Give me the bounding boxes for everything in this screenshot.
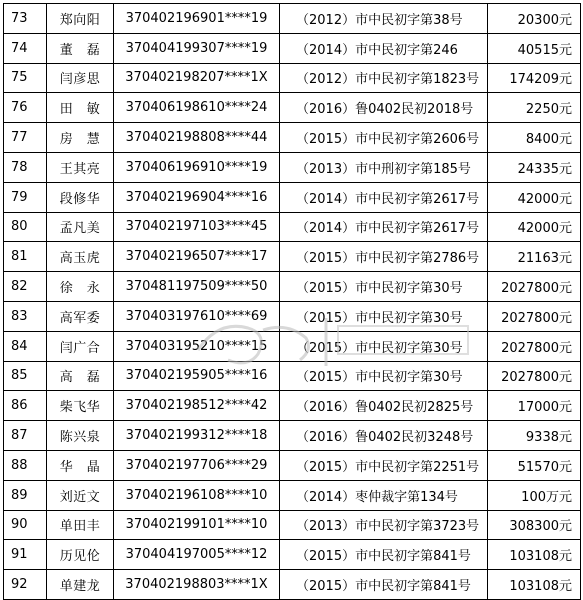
- amount-cell: 17000元: [488, 391, 581, 421]
- case-number-cell: （2015）市中民初字第841号: [280, 570, 488, 600]
- id-number-cell: 370404199307****19: [114, 33, 280, 63]
- row-number-cell: 84: [4, 331, 47, 361]
- name-cell: 田 敏: [47, 93, 114, 123]
- case-number-cell: （2015）市中民初字第2606号: [280, 123, 488, 153]
- case-number-cell: （2014）市中民初字第2617号: [280, 212, 488, 242]
- table-row: [4, 301, 581, 331]
- table-row: [4, 361, 581, 391]
- row-number-cell: 78: [4, 152, 47, 182]
- row-number-cell: 75: [4, 63, 47, 93]
- row-number-cell: 80: [4, 212, 47, 242]
- case-number-cell: （2016）鲁0402民初2018号: [280, 93, 488, 123]
- amount-cell: 174209元: [488, 63, 581, 93]
- name-cell: 刘近文: [47, 480, 114, 510]
- row-number-cell: 79: [4, 182, 47, 212]
- id-number-cell: 370403197610****69: [114, 301, 280, 331]
- amount-cell: 103108元: [488, 540, 581, 570]
- row-number-cell: 83: [4, 301, 47, 331]
- table-row: [4, 212, 581, 242]
- table-body: [4, 4, 581, 600]
- amount-cell: 2027800元: [488, 361, 581, 391]
- case-number-cell: （2014）枣仲裁字第134号: [280, 480, 488, 510]
- name-cell: 高玉虎: [47, 242, 114, 272]
- id-number-cell: 370402196108****10: [114, 480, 280, 510]
- table-row: [4, 152, 581, 182]
- id-number-cell: 370402198803****1X: [114, 570, 280, 600]
- name-cell: 房 慧: [47, 123, 114, 153]
- amount-cell: 42000元: [488, 182, 581, 212]
- case-number-cell: （2015）市中民初字第30号: [280, 361, 488, 391]
- table-row: [4, 480, 581, 510]
- amount-cell: 40515元: [488, 33, 581, 63]
- name-cell: 闫广合: [47, 331, 114, 361]
- id-number-cell: 370402197103****45: [114, 212, 280, 242]
- row-number-cell: 82: [4, 272, 47, 302]
- table-row: [4, 510, 581, 540]
- id-number-cell: 370406196910****19: [114, 152, 280, 182]
- name-cell: 陈兴泉: [47, 421, 114, 451]
- case-number-cell: （2013）市中民初字第3723号: [280, 510, 488, 540]
- case-number-cell: （2016）鲁0402民初3248号: [280, 421, 488, 451]
- amount-cell: 21163元: [488, 242, 581, 272]
- table-row: [4, 242, 581, 272]
- name-cell: 历见伦: [47, 540, 114, 570]
- id-number-cell: 370481197509****50: [114, 272, 280, 302]
- case-number-cell: （2015）市中民初字第841号: [280, 540, 488, 570]
- name-cell: 王其亮: [47, 152, 114, 182]
- amount-cell: 2027800元: [488, 301, 581, 331]
- table-row: [4, 570, 581, 600]
- name-cell: 董 磊: [47, 33, 114, 63]
- table-row: [4, 450, 581, 480]
- id-number-cell: 370402198808****44: [114, 123, 280, 153]
- table-row: [4, 421, 581, 451]
- case-number-cell: （2012）市中民初字第1823号: [280, 63, 488, 93]
- table-row: [4, 33, 581, 63]
- name-cell: 高 磊: [47, 361, 114, 391]
- table-row: [4, 331, 581, 361]
- row-number-cell: 91: [4, 540, 47, 570]
- name-cell: 孟凡美: [47, 212, 114, 242]
- row-number-cell: 77: [4, 123, 47, 153]
- table-row: [4, 93, 581, 123]
- table-row: [4, 182, 581, 212]
- name-cell: 郑向阳: [47, 4, 114, 34]
- id-number-cell: 370402196507****17: [114, 242, 280, 272]
- row-number-cell: 76: [4, 93, 47, 123]
- amount-cell: 2027800元: [488, 331, 581, 361]
- row-number-cell: 74: [4, 33, 47, 63]
- table-row: [4, 272, 581, 302]
- table-row: [4, 123, 581, 153]
- amount-cell: 2027800元: [488, 272, 581, 302]
- amount-cell: 8400元: [488, 123, 581, 153]
- row-number-cell: 89: [4, 480, 47, 510]
- name-cell: 闫彦思: [47, 63, 114, 93]
- table-row: [4, 391, 581, 421]
- amount-cell: 100万元: [488, 480, 581, 510]
- name-cell: 徐 永: [47, 272, 114, 302]
- amount-cell: 51570元: [488, 450, 581, 480]
- amount-cell: 103108元: [488, 570, 581, 600]
- case-number-cell: （2015）市中民初字第30号: [280, 331, 488, 361]
- name-cell: 单田丰: [47, 510, 114, 540]
- case-number-cell: （2014）市中民初字第246: [280, 33, 488, 63]
- case-number-cell: （2015）市中民初字第2251号: [280, 450, 488, 480]
- case-number-cell: （2012）市中民初字第38号: [280, 4, 488, 34]
- row-number-cell: 92: [4, 570, 47, 600]
- id-number-cell: 370404197005****12: [114, 540, 280, 570]
- name-cell: 柴飞华: [47, 391, 114, 421]
- row-number-cell: 86: [4, 391, 47, 421]
- table-row: [4, 63, 581, 93]
- id-number-cell: 370402198207****1X: [114, 63, 280, 93]
- case-number-cell: （2015）市中民初字第30号: [280, 272, 488, 302]
- row-number-cell: 90: [4, 510, 47, 540]
- name-cell: 高军委: [47, 301, 114, 331]
- case-number-cell: （2014）市中民初字第2617号: [280, 182, 488, 212]
- id-number-cell: 370406198610****24: [114, 93, 280, 123]
- table-row: [4, 540, 581, 570]
- name-cell: 段修华: [47, 182, 114, 212]
- row-number-cell: 87: [4, 421, 47, 451]
- amount-cell: 42000元: [488, 212, 581, 242]
- id-number-cell: 370402196901****19: [114, 4, 280, 34]
- amount-cell: 20300元: [488, 4, 581, 34]
- row-number-cell: 88: [4, 450, 47, 480]
- id-number-cell: 370402197706****29: [114, 450, 280, 480]
- amount-cell: 2250元: [488, 93, 581, 123]
- id-number-cell: 370402198512****42: [114, 391, 280, 421]
- id-number-cell: 370402196904****16: [114, 182, 280, 212]
- row-number-cell: 85: [4, 361, 47, 391]
- table-row: [4, 4, 581, 34]
- row-number-cell: 73: [4, 4, 47, 34]
- case-number-cell: （2015）市中民初字第30号: [280, 301, 488, 331]
- id-number-cell: 370403195210****15: [114, 331, 280, 361]
- id-number-cell: 370402199101****10: [114, 510, 280, 540]
- amount-cell: 9338元: [488, 421, 581, 451]
- case-number-cell: （2013）市中刑初字第185号: [280, 152, 488, 182]
- amount-cell: 308300元: [488, 510, 581, 540]
- name-cell: 单建龙: [47, 570, 114, 600]
- id-number-cell: 370402199312****18: [114, 421, 280, 451]
- dishonest-debtor-table: [3, 3, 581, 600]
- id-number-cell: 370402195905****16: [114, 361, 280, 391]
- case-number-cell: （2015）市中民初字第2786号: [280, 242, 488, 272]
- row-number-cell: 81: [4, 242, 47, 272]
- case-number-cell: （2016）鲁0402民初2825号: [280, 391, 488, 421]
- amount-cell: 24335元: [488, 152, 581, 182]
- name-cell: 华 晶: [47, 450, 114, 480]
